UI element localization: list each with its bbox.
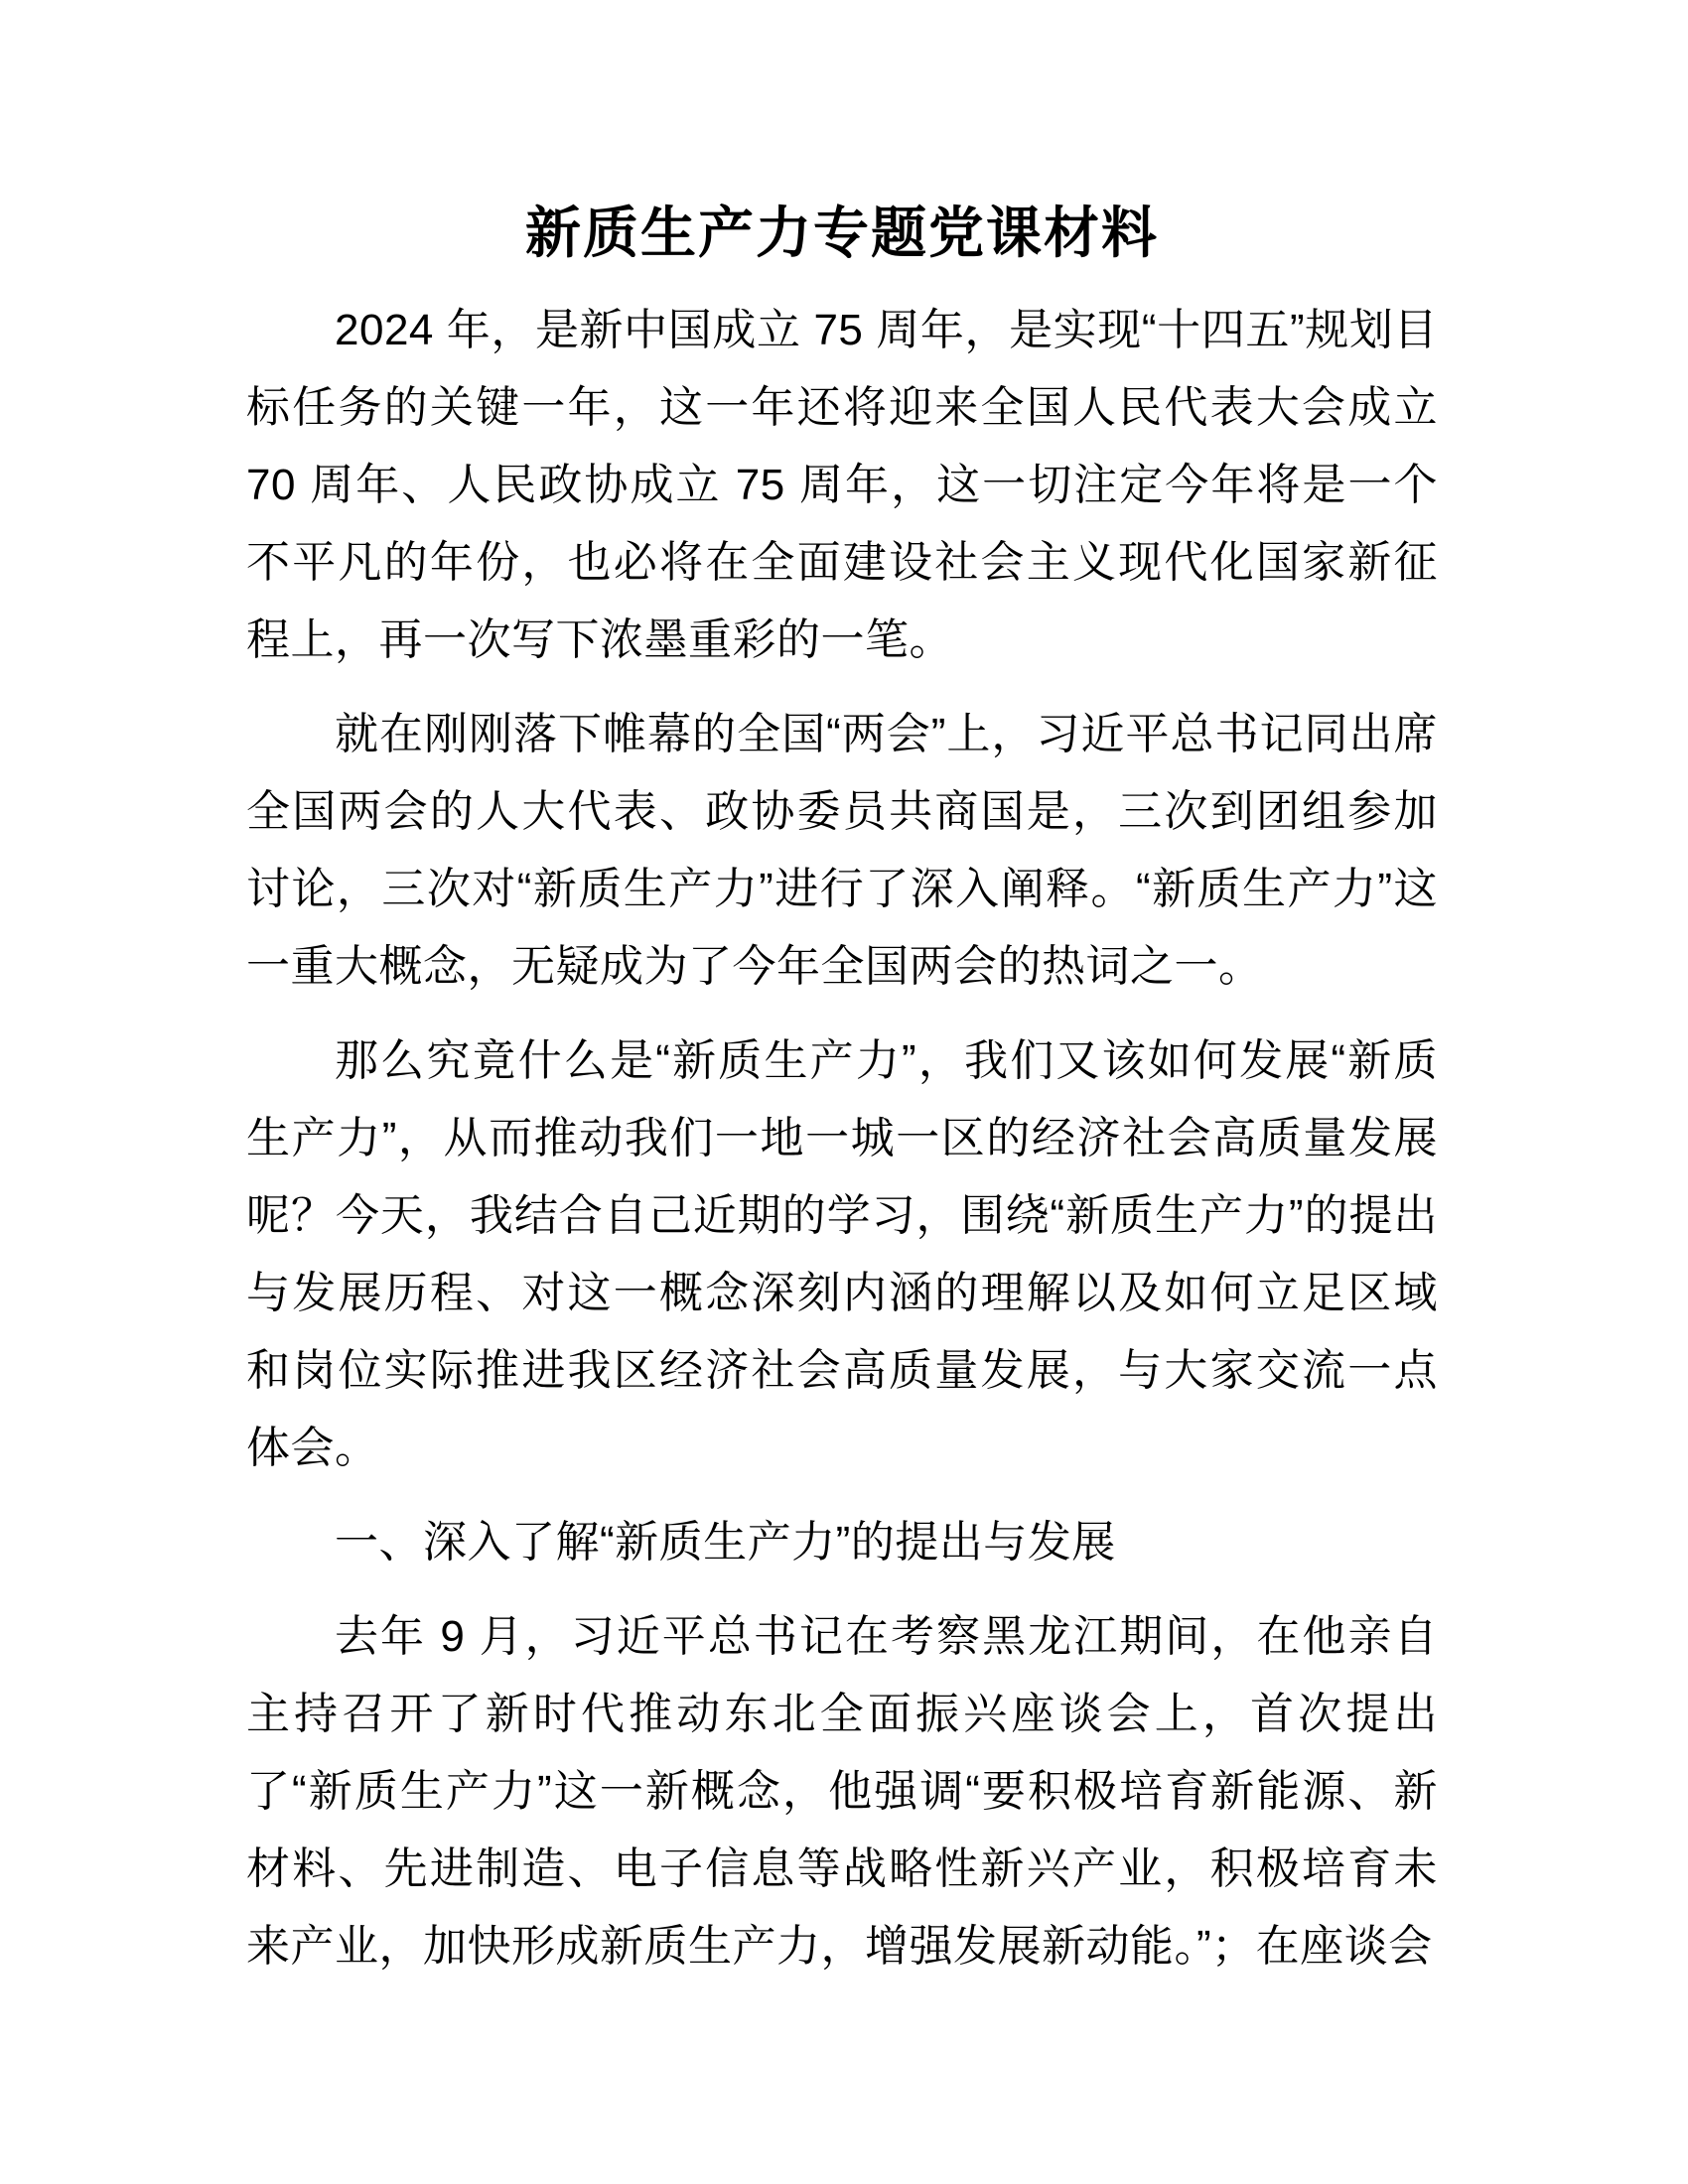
- paragraph-4: 去年 9 月，习近平总书记在考察黑龙江期间，在他亲自主持召开了新时代推动东北全面振兴座谈会上，首次提出了“新质生产力”这一新概念，他强调“要积极培育新能源、新材料、先进制造、电子信息等战略性新兴产业，积极培育未来产业，加快形成新质生产力，增强发展新动能。”；在座谈会: [246, 1612, 1438, 1971]
- paragraph-3: 那么究竟什么是“新质生产力”，我们又该如何发展“新质生产力”，从而推动我们一地一城一区的经济社会高质量发展呢？今天，我结合自己近期的学习，围绕“新质生产力”的提出与发展历程、对这一概念深刻内涵的理解以及如何立足区域和岗位实际推进我区经济社会高质量发展，与大家交流一点体会。: [246, 1036, 1438, 1472]
- document-title: 新质生产力专题党课材料: [525, 202, 1159, 264]
- section-heading-1: 一、深入了解“新质生产力”的提出与发展: [335, 1518, 1116, 1567]
- paragraph-1: 2024 年，是新中国成立 75 周年，是实现“十四五”规划目标任务的关键一年，这一年还将迎来全国人民代表大会成立 70 周年、人民政协成立 75 周年，这一切注定今年将是一个不平凡的年份，也必将在全面建设社会主义现代化国家新征程上，再一次写下浓墨重彩的一笔。: [246, 306, 1438, 664]
- paragraph-2: 就在刚刚落下帷幕的全国“两会”上，习近平总书记同出席全国两会的人大代表、政协委员共商国是，三次到团组参加讨论，三次对“新质生产力”进行了深入阐释。“新质生产力”这一重大概念，无疑成为了今年全国两会的热词之一。: [246, 710, 1438, 991]
